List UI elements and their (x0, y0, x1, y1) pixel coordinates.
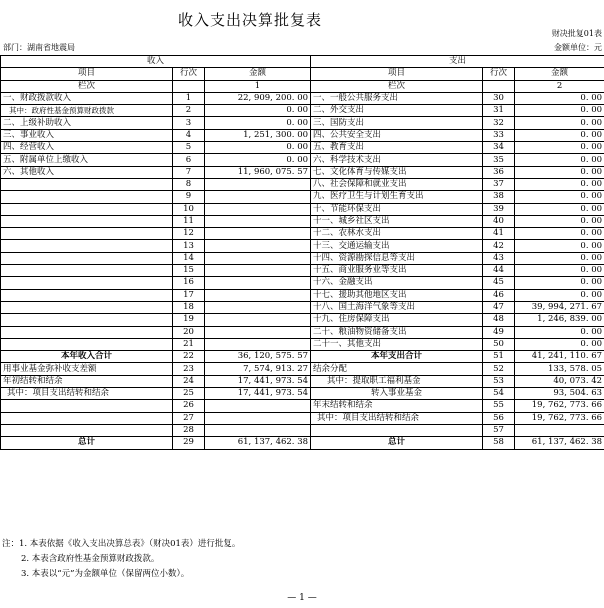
expense-line-cell: 48 (483, 314, 515, 326)
income-item-cell: 用事业基金弥补收支差额 (1, 363, 173, 375)
income-item-header: 项目 (1, 68, 173, 80)
expense-line-cell: 39 (483, 203, 515, 215)
table-row (1, 388, 604, 400)
expense-item-cell: 十、节能环保支出 (311, 203, 483, 215)
income-line-cell: 22 (173, 351, 205, 363)
income-amount-cell: 0. 00 (205, 117, 311, 129)
expense-line-cell: 42 (483, 240, 515, 252)
table-row (1, 215, 604, 227)
expense-item-cell: 本年支出合计 (311, 351, 483, 363)
income-amount-cell: 7, 574, 913. 27 (205, 363, 311, 375)
income-item-cell: 五、附属单位上缴收入 (1, 154, 173, 166)
expense-line-header: 行次 (483, 68, 515, 80)
unit-label: 金额单位：元 (554, 43, 602, 52)
expense-item-cell: 六、科学技术支出 (311, 154, 483, 166)
table-row (1, 92, 604, 104)
income-amount-cell (205, 252, 311, 264)
income-amount-cell (205, 400, 311, 412)
expense-amount-cell: 0. 00 (515, 92, 604, 104)
income-item-cell (1, 289, 173, 301)
expense-amount-cell: 0. 00 (515, 289, 604, 301)
expense-amount-cell: 41, 241, 110. 67 (515, 351, 604, 363)
expense-section-title: 支出 (311, 56, 604, 68)
expense-amount-cell: 0. 00 (515, 277, 604, 289)
column-header-row (1, 68, 604, 80)
expense-amount-cell: 0. 00 (515, 166, 604, 178)
table-row (1, 412, 604, 424)
expense-item-cell (311, 424, 483, 436)
expense-line-cell: 44 (483, 265, 515, 277)
note-line: 注：1. 本表依据《收入支出决算总表》（财决01表）进行批复。 (2, 539, 241, 549)
expense-amount-cell: 19, 762, 773. 66 (515, 400, 604, 412)
income-item-cell: 二、上级补助收入 (1, 117, 173, 129)
expense-item-cell: 十四、资源勘探信息等支出 (311, 252, 483, 264)
income-item-cell (1, 252, 173, 264)
income-amount-cell (205, 326, 311, 338)
expense-amount-cell: 0. 00 (515, 252, 604, 264)
expense-amount-cell: 0. 00 (515, 228, 604, 240)
income-amount-cell (205, 338, 311, 350)
table-row (1, 424, 604, 436)
table-row (1, 400, 604, 412)
income-item-cell (1, 326, 173, 338)
income-item-cell (1, 277, 173, 289)
income-line-cell: 17 (173, 289, 205, 301)
expense-label-header: 栏次 (311, 80, 483, 92)
expense-amount-cell: 0. 00 (515, 203, 604, 215)
income-line-cell: 1 (173, 92, 205, 104)
expense-amount-cell: 133, 578. 05 (515, 363, 604, 375)
income-amount-cell: 0. 00 (205, 105, 311, 117)
expense-amount-cell: 19, 762, 773. 66 (515, 412, 604, 424)
expense-amount-cell (515, 424, 604, 436)
income-item-cell (1, 424, 173, 436)
income-amount-cell (205, 228, 311, 240)
expense-line-blank (483, 80, 515, 92)
income-line-cell: 10 (173, 203, 205, 215)
income-line-cell: 25 (173, 388, 205, 400)
expense-line-cell: 32 (483, 117, 515, 129)
income-amount-cell: 36, 120, 575. 57 (205, 351, 311, 363)
expense-line-cell: 36 (483, 166, 515, 178)
income-line-cell: 27 (173, 412, 205, 424)
income-line-blank (173, 80, 205, 92)
expense-amount-cell: 0. 00 (515, 129, 604, 141)
income-item-cell (1, 228, 173, 240)
expense-item-cell: 一、一般公共服务支出 (311, 92, 483, 104)
expense-item-cell: 年末结转和结余 (311, 400, 483, 412)
expense-item-cell: 其中：项目支出结转和结余 (311, 412, 483, 424)
income-line-cell: 3 (173, 117, 205, 129)
table-row (1, 265, 604, 277)
income-line-cell: 21 (173, 338, 205, 350)
table-row (1, 166, 604, 178)
income-item-cell: 其中：政府性基金预算财政拨款 (1, 105, 173, 117)
expense-line-cell: 38 (483, 191, 515, 203)
table-row (1, 129, 604, 141)
income-item-cell: 年初结转和结余 (1, 375, 173, 387)
income-item-cell (1, 412, 173, 424)
income-amount-cell (205, 191, 311, 203)
income-line-cell: 23 (173, 363, 205, 375)
income-amount-cell: 17, 441, 973. 54 (205, 388, 311, 400)
table-row (1, 154, 604, 166)
table-row (1, 240, 604, 252)
income-line-header: 行次 (173, 68, 205, 80)
table-row (1, 375, 604, 387)
income-amount-cell (205, 301, 311, 313)
income-amount-cell (205, 178, 311, 190)
expense-item-cell: 七、文化体育与传媒支出 (311, 166, 483, 178)
table-row (1, 178, 604, 190)
income-line-cell: 20 (173, 326, 205, 338)
expense-line-cell: 41 (483, 228, 515, 240)
note-line: 2. 本表含政府性基金预算财政拨款。 (21, 554, 160, 564)
expense-amount-cell: 0. 00 (515, 142, 604, 154)
table-row (1, 228, 604, 240)
expense-amount-cell: 0. 00 (515, 154, 604, 166)
expense-line-cell: 51 (483, 351, 515, 363)
section-header-row (1, 56, 604, 68)
income-amount-cell (205, 203, 311, 215)
income-line-cell: 6 (173, 154, 205, 166)
expense-item-cell: 二十、粮油物资储备支出 (311, 326, 483, 338)
expense-item-cell: 二十一、其他支出 (311, 338, 483, 350)
expense-item-cell: 十八、国土海洋气象等支出 (311, 301, 483, 313)
expense-line-cell: 37 (483, 178, 515, 190)
income-amount-cell (205, 215, 311, 227)
income-line-cell: 15 (173, 265, 205, 277)
expense-amount-cell: 0. 00 (515, 215, 604, 227)
department-label: 部门：湖南省地震局 (3, 43, 75, 52)
expense-line-cell: 50 (483, 338, 515, 350)
expense-line-cell: 45 (483, 277, 515, 289)
table-row (1, 117, 604, 129)
income-line-cell: 12 (173, 228, 205, 240)
expense-line-cell: 46 (483, 289, 515, 301)
table-row (1, 252, 604, 264)
expense-line-cell: 33 (483, 129, 515, 141)
income-item-cell (1, 240, 173, 252)
expense-item-cell: 十七、援助其他地区支出 (311, 289, 483, 301)
income-item-cell: 本年收入合计 (1, 351, 173, 363)
income-amount-header: 金额 (205, 68, 311, 80)
income-item-cell (1, 314, 173, 326)
income-amount-cell (205, 424, 311, 436)
income-line-cell: 2 (173, 105, 205, 117)
income-label-header: 栏次 (1, 80, 173, 92)
table-row (1, 191, 604, 203)
income-line-cell: 8 (173, 178, 205, 190)
expense-line-cell: 40 (483, 215, 515, 227)
income-amount-cell (205, 277, 311, 289)
income-item-cell (1, 215, 173, 227)
income-line-cell: 4 (173, 129, 205, 141)
expense-line-cell: 43 (483, 252, 515, 264)
expense-line-cell: 56 (483, 412, 515, 424)
expense-line-cell: 30 (483, 92, 515, 104)
table-row (1, 437, 604, 449)
expense-item-cell: 十二、农林水支出 (311, 228, 483, 240)
expense-amount-number: 2 (515, 80, 604, 92)
table-row (1, 105, 604, 117)
page-number: — 1 — (287, 593, 317, 603)
notes (2, 537, 240, 582)
expense-item-cell: 二、外交支出 (311, 105, 483, 117)
income-line-cell: 19 (173, 314, 205, 326)
expense-item-cell: 三、国防支出 (311, 117, 483, 129)
table-row (1, 363, 604, 375)
income-amount-cell: 0. 00 (205, 142, 311, 154)
expense-item-cell: 四、公共安全支出 (311, 129, 483, 141)
income-item-cell: 六、其他收入 (1, 166, 173, 178)
table-row (1, 203, 604, 215)
table-row (1, 326, 604, 338)
income-line-cell: 7 (173, 166, 205, 178)
expense-item-cell: 十三、交通运输支出 (311, 240, 483, 252)
expense-amount-cell: 0. 00 (515, 178, 604, 190)
expense-amount-header: 金额 (515, 68, 604, 80)
income-amount-cell (205, 265, 311, 277)
expense-line-cell: 47 (483, 301, 515, 313)
table-row (1, 314, 604, 326)
expense-line-cell: 57 (483, 424, 515, 436)
expense-item-cell: 五、教育支出 (311, 142, 483, 154)
expense-line-cell: 54 (483, 388, 515, 400)
expense-amount-cell: 39, 994, 271. 67 (515, 301, 604, 313)
expense-line-cell: 35 (483, 154, 515, 166)
table-row (1, 289, 604, 301)
expense-line-cell: 34 (483, 142, 515, 154)
expense-line-cell: 55 (483, 400, 515, 412)
table-row (1, 301, 604, 313)
table-row (1, 351, 604, 363)
income-item-cell: 一、财政拨款收入 (1, 92, 173, 104)
income-item-cell: 其中：项目支出结转和结余 (1, 388, 173, 400)
expense-item-cell: 总计 (311, 437, 483, 449)
income-line-cell: 9 (173, 191, 205, 203)
income-section-title: 收入 (1, 56, 311, 68)
income-line-cell: 24 (173, 375, 205, 387)
expense-line-cell: 58 (483, 437, 515, 449)
expense-amount-cell: 93, 504. 63 (515, 388, 604, 400)
income-amount-cell: 0. 00 (205, 154, 311, 166)
expense-item-cell: 其中：提取职工福利基金 (311, 375, 483, 387)
income-item-cell: 四、经营收入 (1, 142, 173, 154)
expense-item-cell: 结余分配 (311, 363, 483, 375)
income-amount-cell: 22, 909, 200. 00 (205, 92, 311, 104)
income-item-cell: 总计 (1, 437, 173, 449)
income-line-cell: 29 (173, 437, 205, 449)
table-row (1, 142, 604, 154)
column-number-row (1, 80, 604, 92)
expense-line-cell: 53 (483, 375, 515, 387)
income-item-cell (1, 338, 173, 350)
income-item-cell (1, 178, 173, 190)
table-row (1, 338, 604, 350)
expense-amount-cell: 40, 073. 42 (515, 375, 604, 387)
income-amount-cell (205, 412, 311, 424)
expense-amount-cell: 0. 00 (515, 191, 604, 203)
expense-amount-cell: 0. 00 (515, 117, 604, 129)
expense-item-cell: 转入事业基金 (311, 388, 483, 400)
expense-item-cell: 十六、金融支出 (311, 277, 483, 289)
expense-line-cell: 49 (483, 326, 515, 338)
income-line-cell: 5 (173, 142, 205, 154)
expense-item-cell: 八、社会保障和就业支出 (311, 178, 483, 190)
expense-line-cell: 31 (483, 105, 515, 117)
expense-item-cell: 十一、城乡社区支出 (311, 215, 483, 227)
expense-amount-cell: 0. 00 (515, 338, 604, 350)
income-item-cell (1, 301, 173, 313)
income-item-cell (1, 203, 173, 215)
expense-amount-cell: 0. 00 (515, 105, 604, 117)
budget-table (0, 55, 604, 450)
expense-item-cell: 十九、住房保障支出 (311, 314, 483, 326)
income-item-cell (1, 265, 173, 277)
income-line-cell: 14 (173, 252, 205, 264)
income-amount-cell: 61, 137, 462. 38 (205, 437, 311, 449)
income-line-cell: 28 (173, 424, 205, 436)
form-code: 财决批复01表 (551, 29, 602, 38)
income-amount-cell (205, 240, 311, 252)
income-line-cell: 13 (173, 240, 205, 252)
income-item-cell (1, 400, 173, 412)
expense-amount-cell: 61, 137, 462. 38 (515, 437, 604, 449)
table-row (1, 277, 604, 289)
income-amount-number: 1 (205, 80, 311, 92)
income-line-cell: 26 (173, 400, 205, 412)
expense-line-cell: 52 (483, 363, 515, 375)
note-line: 3. 本表以“元”为金额单位（保留两位小数）。 (21, 569, 190, 579)
expense-amount-cell: 0. 00 (515, 265, 604, 277)
income-line-cell: 11 (173, 215, 205, 227)
income-amount-cell: 1, 251, 300. 00 (205, 129, 311, 141)
income-line-cell: 18 (173, 301, 205, 313)
expense-amount-cell: 0. 00 (515, 326, 604, 338)
expense-item-cell: 十五、商业服务业等支出 (311, 265, 483, 277)
income-line-cell: 16 (173, 277, 205, 289)
income-amount-cell: 11, 960, 075. 57 (205, 166, 311, 178)
income-amount-cell: 17, 441, 973. 54 (205, 375, 311, 387)
expense-amount-cell: 0. 00 (515, 240, 604, 252)
expense-item-header: 项目 (311, 68, 483, 80)
income-item-cell: 三、事业收入 (1, 129, 173, 141)
expense-amount-cell: 1, 246, 839. 00 (515, 314, 604, 326)
income-amount-cell (205, 289, 311, 301)
income-amount-cell (205, 314, 311, 326)
expense-item-cell: 九、医疗卫生与计划生育支出 (311, 191, 483, 203)
income-item-cell (1, 191, 173, 203)
page-title: 收入支出决算批复表 (177, 11, 322, 29)
